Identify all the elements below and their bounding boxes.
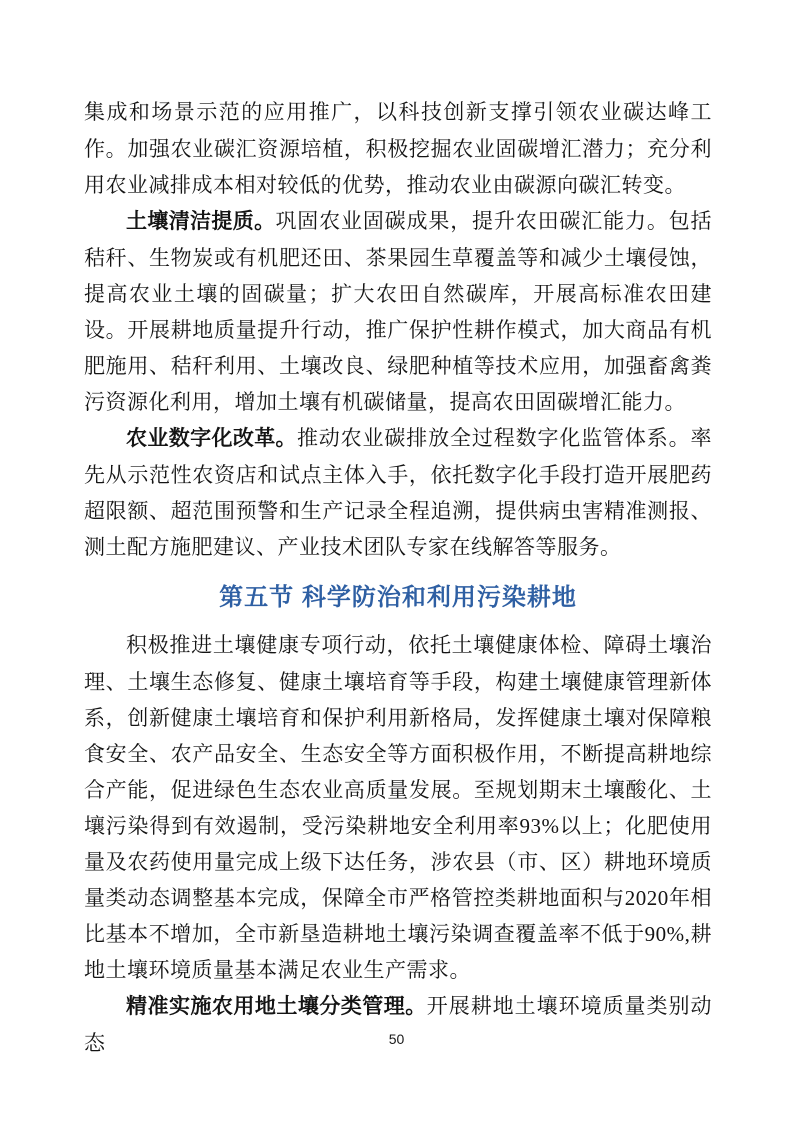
body-paragraph (84, 988, 712, 1061)
paragraph-text: 集成和场景示范的应用推广，以科技创新支撑引领农业碳达峰工作。加强农业碳汇资源培植，积极挖掘农业固碳增汇潜力；充分利用农业减排成本相对较低的优势，推动农业由碳源向碳汇转变。 (84, 100, 712, 197)
paragraph-lead-bold: 土壤清洁提质。 (126, 210, 276, 233)
paragraph-text: 巩固农业固碳成果，提升农田碳汇能力。包括秸秆、生物炭或有机肥还田、茶果园生草覆盖等和减少土壤侵蚀，提高农业土壤的固碳量；扩大农田自然碳库，开展高标准农田建设。开展耕地质量提升行动，推广保护性耕作模式，加大商品有机肥施用、秸秆利用、土壤改良、绿肥种植等技术应用，加强畜禽粪污资源化利用，增加土壤有机碳储量，提高农田固碳增汇能力。 (84, 209, 713, 414)
document-body (84, 94, 712, 1061)
paragraph-text: 积极推进土壤健康专项行动，依托土壤健康体检、障碍土壤治理、土壤生态修复、健康土壤培育等手段，构建土壤健康管理新体系，创新健康土壤培育和保护利用新格局，发挥健康土壤对保障粮食安全、农产品安全、生态安全等方面积极作用，不断提高耕地综合产能，促进绿色生态农业高质量发展。至规划期末土壤酸化、土壤污染得到有效遏制，受污染耕地安全利用率93%以上；化肥使用量及农药使用量完成上级下达任务，涉农县（市、区）耕地环境质量类动态调整基本完成，保障全市严格管控类耕地面积与2020年相比基本不增加，全市新垦造耕地土壤污染调查覆盖率不低于90%,耕地土壤环境质量基本满足农业生产需求。 (84, 633, 712, 982)
paragraph-text: 推动农业碳排放全过程数字化监管体系。率先从示范性农资店和试点主体入手，依托数字化手段打造开展肥药超限额、超范围预警和生产记录全程追溯，提供病虫害精准测报、测土配方施肥建议、产业技术团队专家在线解答等服务。 (84, 426, 713, 559)
section-heading: 第五节 科学防治和利用污染耕地 (219, 584, 577, 611)
paragraph-text: 开展耕地土壤环境质量类别动态 (84, 994, 713, 1055)
body-paragraph (84, 203, 712, 420)
paragraph-lead-bold: 精准实施农用地土壤分类管理。 (126, 995, 427, 1018)
body-paragraph (84, 94, 712, 203)
paragraph-lead-bold: 农业数字化改革。 (126, 427, 297, 450)
body-paragraph (84, 627, 712, 988)
page-number: 50 (388, 1031, 405, 1047)
body-paragraph (84, 420, 712, 565)
